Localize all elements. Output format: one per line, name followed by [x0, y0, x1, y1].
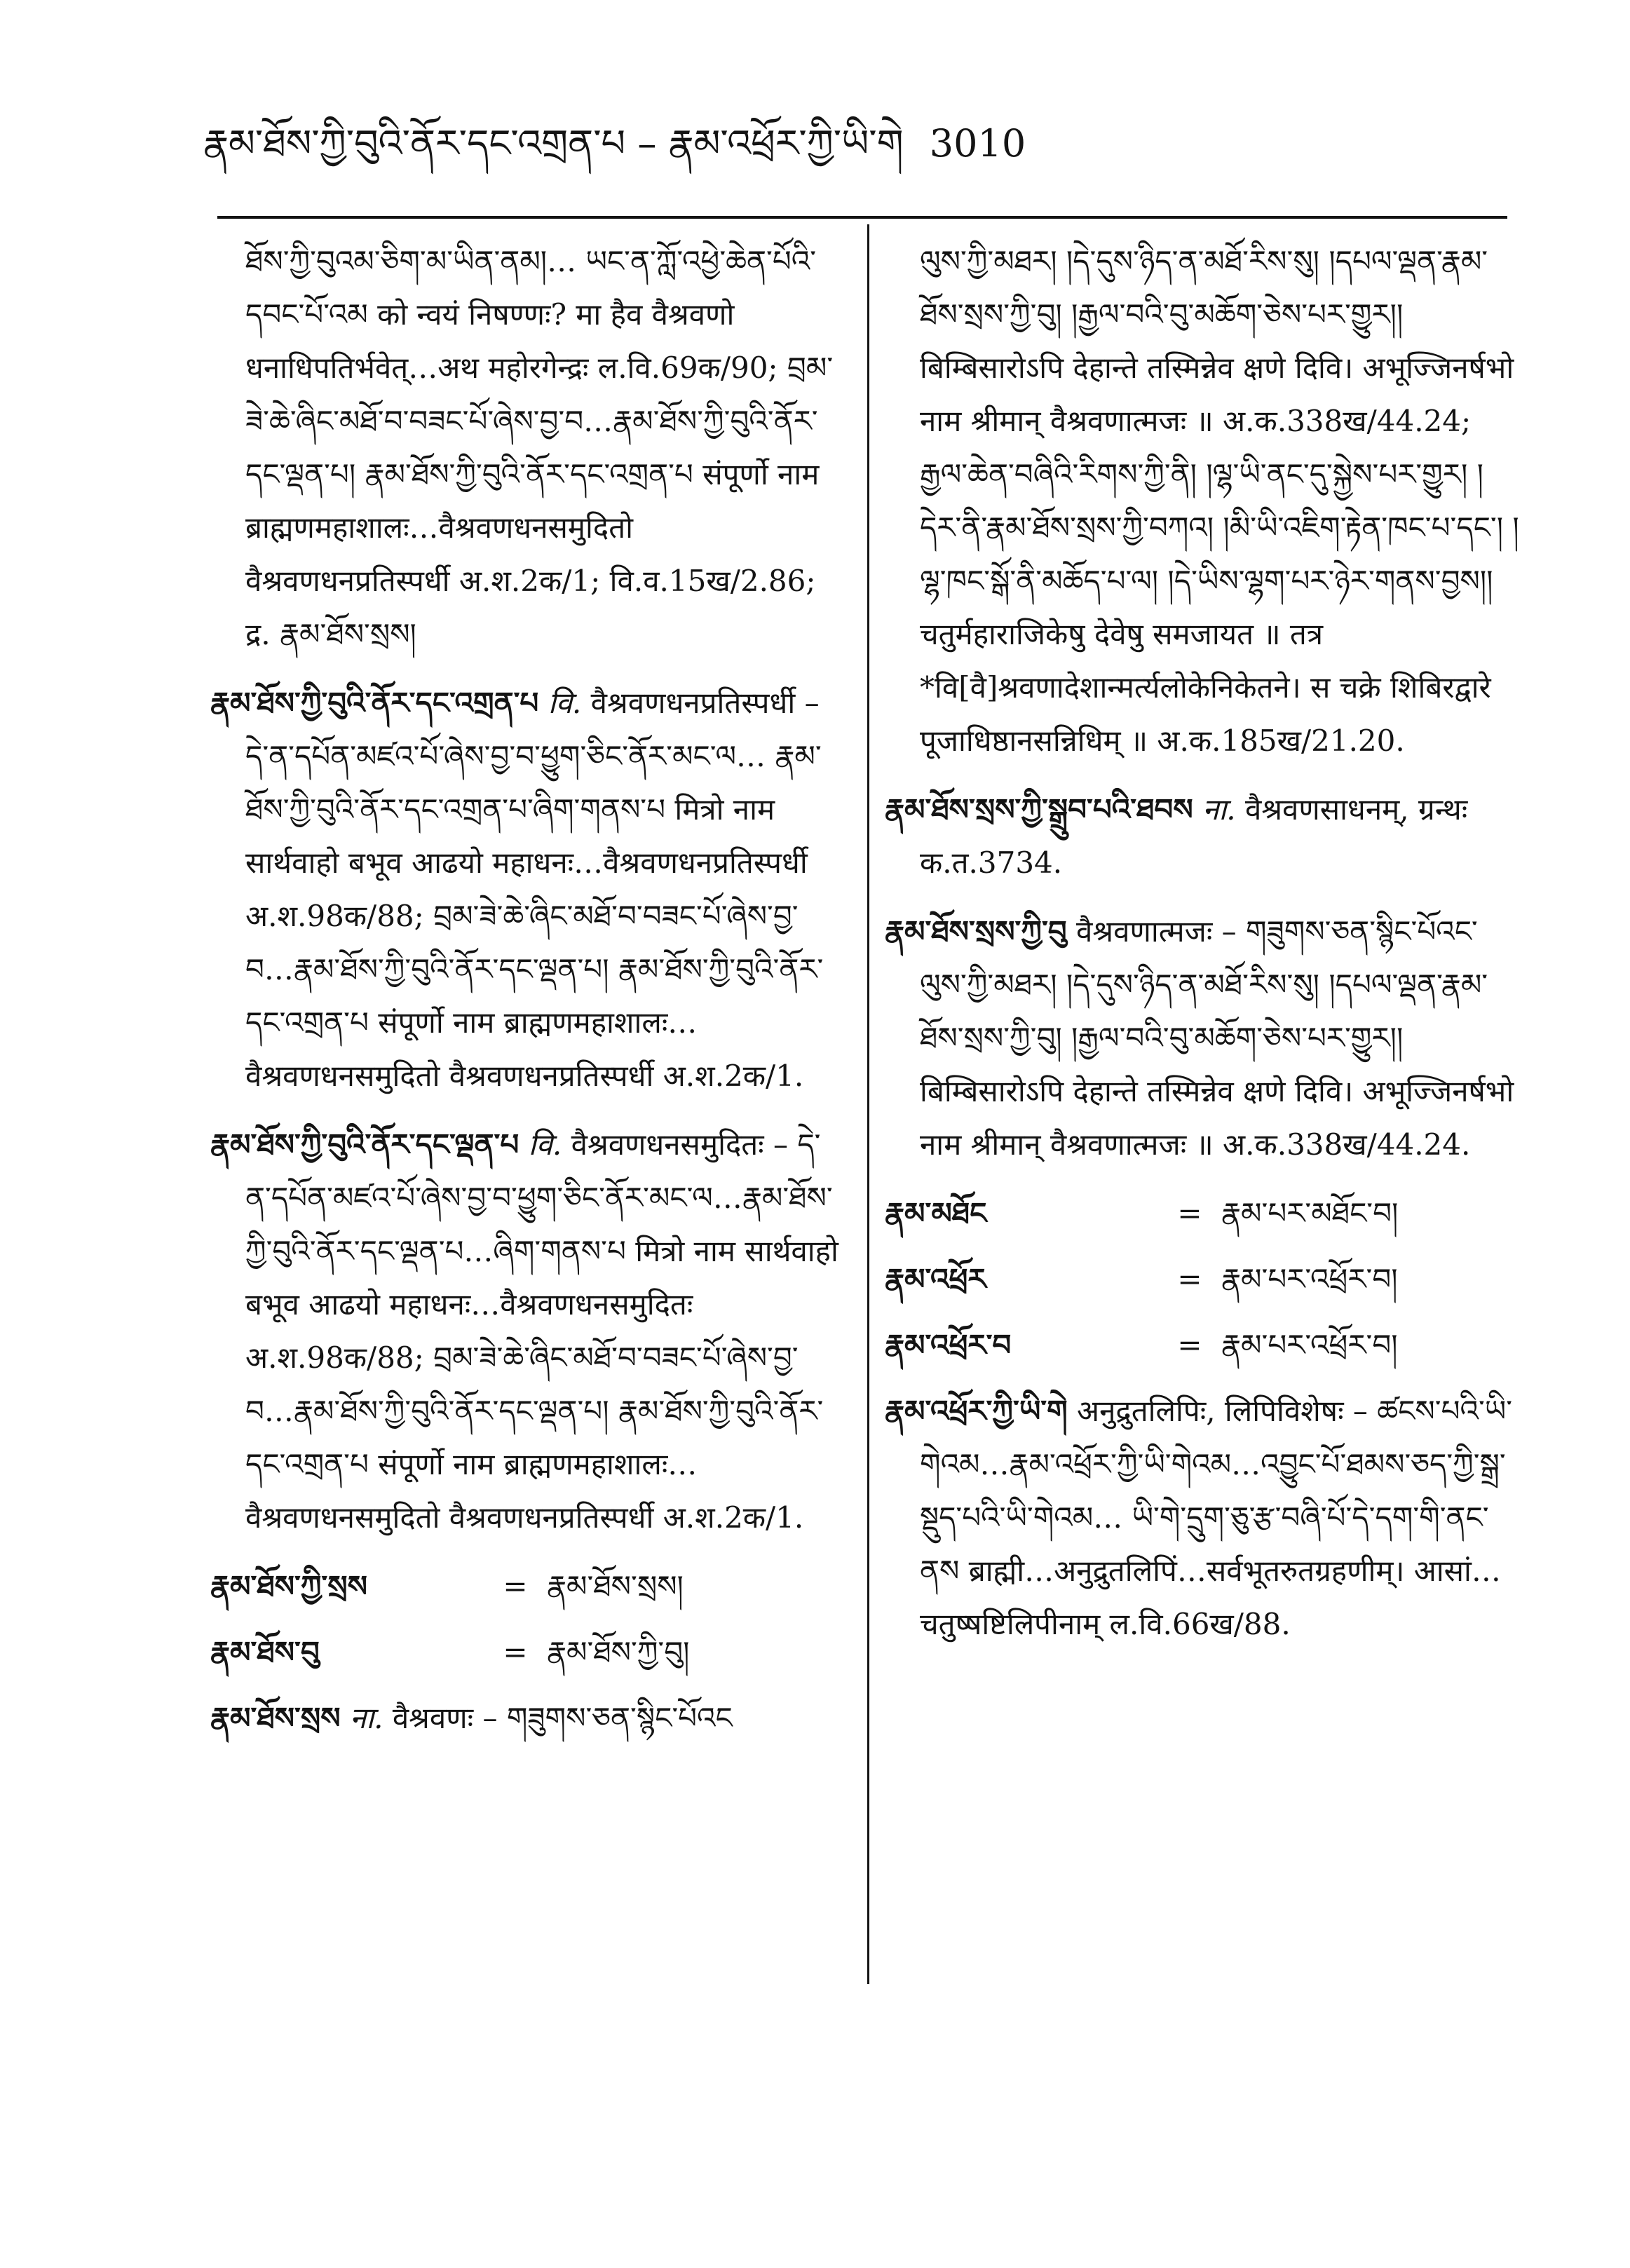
xref-equals: =	[1177, 1328, 1202, 1362]
dictionary-entry	[885, 905, 1519, 1172]
cross-reference	[210, 1626, 845, 1679]
dictionary-entry	[885, 783, 1519, 890]
entry-body: ཐོས་ཀྱི་བུའམ་ཅིག་མ་ཡིན་ནམ།… ཡང་ན་ཀློ་འཕྱེ་ཆེན་པོའི་དབང་པོ་འམ को न्वयं निषण्णः? मा हैव वैश्रवणो धनाधिपतिर्भवेत्…अथ महोरगेन्द्रः ल.वि.69क/90; བྲམ་ཟེ་ཆེ་ཞིང་མཐོ་བ་བཟང་པོ་ཞེས་བྱ་བ…རྣམ་ཐོས་ཀྱི་བུའི་ནོར་དང་ལྡན་པ། རྣམ་ཐོས་ཀྱི་བུའི་ནོར་དང་འགྲན་པ संपूर्णो नाम ब्राह्मणमहाशालः…वैश्रवणधनसमुदितो वैश्रवणधनप्रतिस्पर्धी अ.श.2क/1; वि.व.15ख/2.86; द्र. རྣམ་ཐོས་སྲས།	[245, 244, 834, 651]
headword: རྣམ་ཐོས་སྲས་ཀྱི་བུ	[885, 914, 1067, 949]
xref-term: རྣམ་འཕྲོར	[885, 1262, 986, 1296]
xref-equals: =	[503, 1635, 528, 1669]
entry-body: वैश्रवणात्मजः – གཟུགས་ཅན་སྙིང་པོའང་ལུས་ཀྱི་མཐར། །དེ་དུས་ཉིད་ན་མཐོ་རིས་སུ། །དཔལ་ལྡན་རྣམ་ཐོས་སྲས་ཀྱི་བུ། །རྒྱལ་བའི་བུ་མཆོག་ཅེས་པར་གྱུར།། बिम्बिसारोऽपि देहान्ते तस्मिन्नेव क्षणे दिवि। अभूज्जिनर्षभो नाम श्रीमान् वैश्रवणात्मजः ॥ अ.क.338ख/44.24.	[920, 914, 1514, 1162]
running-title: རྣམ་ཐོས་ཀྱི་བུའི་ནོར་དང་འགྲན་པ – རྣམ་འཕྲོར་ཀྱི་ཡི་གེ	[203, 121, 904, 165]
headword: རྣམ་འཕྲོར་ཀྱི་ཡི་གེ	[885, 1394, 1068, 1428]
page-number: 3010	[929, 121, 1026, 165]
dictionary-entry	[210, 1118, 845, 1544]
header-rule	[217, 216, 1507, 219]
grammar-abbr: ना.	[349, 1701, 383, 1735]
entry-body: ལུས་ཀྱི་མཐར། །དེ་དུས་ཉིད་ན་མཐོ་རིས་སུ། །དཔལ་ལྡན་རྣམ་ཐོས་སྲས་ཀྱི་བུ། །རྒྱལ་བའི་བུ་མཆོག་ཅེས་པར་གྱུར།། बिम्बिसारोऽपि देहान्ते तस्मिन्नेव क्षणे दिवि। अभूज्जिनर्षभो नाम श्रीमान् वैश्रवणात्मजः ॥ अ.क.338ख/44.24; རྒྱལ་ཆེན་བཞིའི་རིགས་ཀྱི་ནི། །ལྷ་ཡི་ནང་དུ་སྐྱེས་པར་གྱུར། །དེར་ནི་རྣམ་ཐོས་སྲས་ཀྱི་བཀའ། །མི་ཡི་འཇིག་རྟེན་ཁང་པ་དང་། །ལྷ་ཁང་སྒོ་ནི་མཆོད་པ་ལ། །དེ་ཡིས་ལྷག་པར་ཉེར་གནས་བྱས།། चतुर्महाराजिकेषु देवेषु समजायत ॥ तत्र *वि[वै]श्रवणादेशान्मर्त्यलोकेनिकेतने। स चक्रे शिबिरद्वारे पूजाधिष्ठानसन्निधिम् ॥ अ.क.185ख/21.20.	[920, 244, 1519, 758]
dictionary-entry	[210, 677, 845, 1103]
entry-body: वैश्रवणः – གཟུགས་ཅན་སྙིང་པོའང	[392, 1701, 733, 1735]
dictionary-entry	[210, 1692, 845, 1745]
xref-equals: =	[1177, 1262, 1202, 1296]
cross-reference	[885, 1187, 1519, 1240]
cross-reference	[885, 1319, 1519, 1372]
entry-continuation	[210, 235, 845, 661]
grammar-abbr: ना.	[1202, 792, 1236, 827]
headword: རྣམ་ཐོས་སྲས་ཀྱི་སྒྲུབ་པའི་ཐབས	[885, 792, 1193, 827]
xref-term: རྣམ་མཐོང	[885, 1196, 987, 1230]
left-column	[210, 235, 845, 1760]
entry-body: वैश्रवणधनप्रतिस्पर्धी – དེ་ན་དཔོན་མཛའ་པོ་ཞེས་བྱ་བ་ཕྱུག་ཅིང་ནོར་མང་ལ… རྣམ་ཐོས་ཀྱི་བུའི་ནོར་དང་འགྲན་པ་ཞིག་གནས་པ मित्रो नाम सार्थवाहो बभूव आढयो महाधनः…वैश्रवणधनप्रतिस्पर्धी अ.श.98क/88; བྲམ་ཟེ་ཆེ་ཞིང་མཐོ་བ་བཟང་པོ་ཞེས་བྱ་བ…རྣམ་ཐོས་ཀྱི་བུའི་ནོར་དང་ལྡན་པ། རྣམ་ཐོས་ཀྱི་བུའི་ནོར་དང་འགྲན་པ संपूर्णो नाम ब्राह्मणमहाशालः…वैश्रवणधनसमुदितो वैश्रवणधनप्रतिस्पर्धी अ.श.2क/1.	[245, 686, 824, 1093]
entry-body: अनुद्रुतलिपिः, लिपिविशेषः – ཚངས་པའི་ཡི་གེའམ…རྣམ་འཕྲོར་ཀྱི་ཡི་གེའམ…འབྱུང་པོ་ཐམས་ཅད་ཀྱི་སྒྲ་སྡུད་པའི་ཡི་གེའམ… ཡི་གེ་དྲུག་ཅུ་རྩ་བཞི་པོ་དེ་དག་གི་ནང་ནས ब्राह्मी…अनुद्रुतलिपिं…सर्वभूतरुतग्रहणीम्। आसां…चतुष्षष्टिलिपीनाम् ल.वि.66ख/88.	[920, 1394, 1513, 1641]
headword: རྣམ་ཐོས་སྲས	[210, 1701, 341, 1735]
xref-target: རྣམ་པར་འཕྲོར་བ།	[1221, 1262, 1398, 1296]
xref-target: རྣམ་ཐོས་སྲས།	[547, 1569, 684, 1603]
xref-target: རྣམ་ཐོས་ཀྱི་བུ།	[547, 1635, 690, 1669]
headword: རྣམ་ཐོས་ཀྱི་བུའི་ནོར་དང་ལྡན་པ	[210, 1127, 519, 1162]
xref-equals: =	[1177, 1196, 1202, 1230]
xref-target: རྣམ་པར་མཐོང་བ།	[1221, 1196, 1399, 1230]
xref-equals: =	[503, 1569, 528, 1603]
entry-body: वैश्रवणधनसमुदितः – དེ་ན་དཔོན་མཛའ་པོ་ཞེས་བྱ་བ་ཕྱུག་ཅིང་ནོར་མང་ལ…རྣམ་ཐོས་ཀྱི་བུའི་ནོར་དང་ལྡན་པ…ཞིག་གནས་པ मित्रो नाम सार्थवाहो बभूव आढयो महाधनः…वैश्रवणधनसमुदितः अ.श.98क/88; བྲམ་ཟེ་ཆེ་ཞིང་མཐོ་བ་བཟང་པོ་ཞེས་བྱ་བ…རྣམ་ཐོས་ཀྱི་བུའི་ནོར་དང་ལྡན་པ། རྣམ་ཐོས་ཀྱི་བུའི་ནོར་དང་འགྲན་པ संपूर्णो नाम ब्राह्मणमहाशालः…वैश्रवणधनसमुदितो वैश्रवणधनप्रतिस्पर्धी अ.श.2क/1.	[245, 1127, 838, 1535]
page-header	[203, 112, 1395, 175]
xref-term: རྣམ་འཕྲོར་བ	[885, 1328, 1012, 1362]
cross-reference	[210, 1560, 845, 1613]
grammar-abbr: वि.	[548, 686, 582, 720]
entry-body: वैश्रवणसाधनम्, ग्रन्थः क.त.3734.	[920, 792, 1468, 880]
xref-target: རྣམ་པར་འཕྲོར་བ།	[1221, 1328, 1398, 1362]
dictionary-entry	[885, 1385, 1519, 1651]
column-divider	[867, 224, 869, 1984]
grammar-abbr: वि.	[528, 1127, 562, 1162]
headword: རྣམ་ཐོས་ཀྱི་བུའི་ནོར་དང་འགྲན་པ	[210, 686, 539, 720]
cross-reference	[885, 1253, 1519, 1306]
xref-term: རྣམ་ཐོས་བུ	[210, 1635, 320, 1669]
entry-continuation	[885, 235, 1519, 768]
right-column	[885, 235, 1519, 1666]
xref-term: རྣམ་ཐོས་ཀྱི་སྲས	[210, 1569, 367, 1603]
